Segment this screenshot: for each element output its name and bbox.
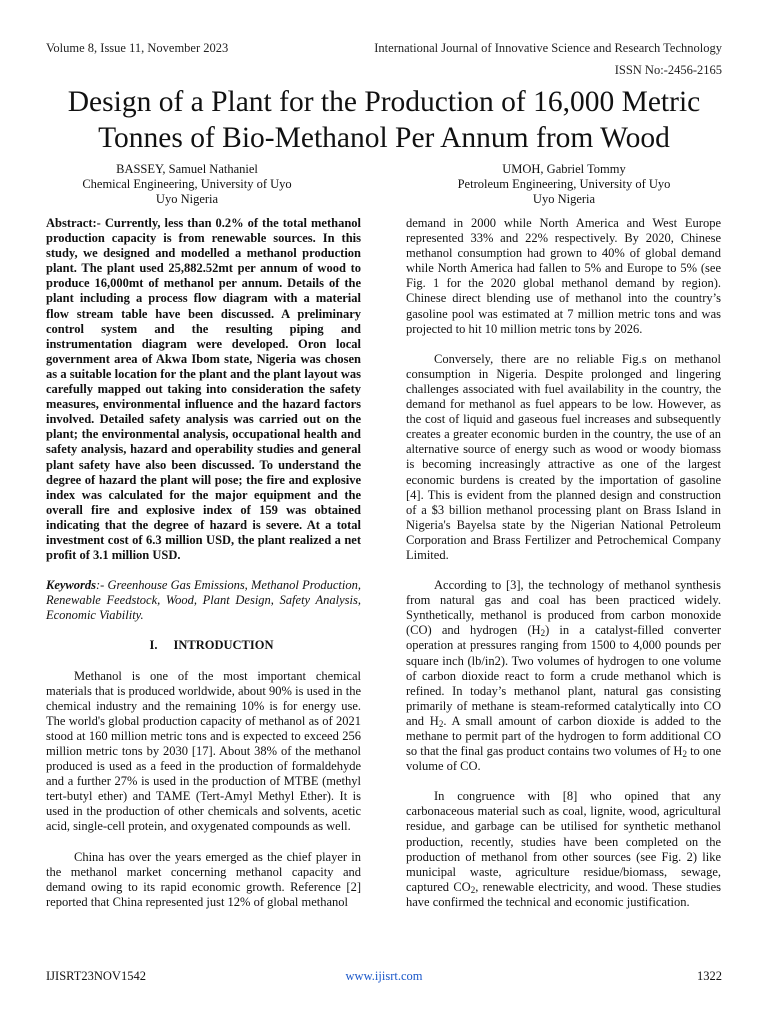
text-run: . A small amount of carbon dioxide is added to the methane to permit part of the hydrogen to form additional CO so that the final gas product contains two volumes of H (406, 713, 721, 759)
section-heading (46, 638, 361, 653)
text-run: According to [3], the technology of methanol synthesis from natural gas and coal has been practiced widely. Synthetically, methanol is produced from carbon monoxide (CO) and hydrogen (H (406, 578, 721, 638)
paragraph (406, 578, 721, 774)
author-name: BASSEY, Samuel Nathaniel (116, 162, 258, 176)
journal-link[interactable]: www.ijisrt.com (345, 969, 423, 983)
volume-info: Volume 8, Issue 11, November 2023 (46, 41, 229, 55)
author-location: Uyo Nigeria (532, 192, 596, 206)
section-number: I. (149, 638, 158, 653)
author-department: Chemical Engineering, University of Uyo (82, 177, 292, 191)
right-column (406, 216, 721, 925)
author-block-2 (424, 162, 704, 207)
text-run: ) in a catalyst-filled converter operation at pressures ranging from 1500 to 4,000 pounds per square inch (lb/in2). Two volumes of hydrogen to one volume of carbon dioxide react to form a crude methanol which is refined. In today’s methanol plant, natural gas consisting primarily of methane is steam-reformed catalytically into CO and H (406, 623, 721, 728)
keywords (46, 578, 361, 623)
journal-name: International Journal of Innovative Science and Research Technology (374, 41, 722, 55)
paper-title: Design of a Plant for the Production of 16,000 Metric Tonnes of Bio-Methanol Per Annum from Wood (67, 86, 701, 154)
author-block-1 (47, 162, 327, 207)
paragraph (406, 789, 721, 910)
subscript: 2 (470, 884, 476, 895)
subscript: 2 (682, 749, 687, 760)
section-title: INTRODUCTION (173, 638, 274, 653)
abstract-text: Currently, less than 0.2% of the total methanol production capacity is from renewable sources. In this study, we designed and modelled a methanol production plant. The plant used 25,882.52mt per annum of wood to produce 16,000mt of methanol per annum. Details of the plant including a process flow diagram with a material flow stream table have been discussed. A preliminary control system and the resulting piping and instrumentation diagram were developed. Oron local government area of Akwa Ibom state, Nigeria was chosen as a suitable location for the plant and the plant layout was carefully mapped out taking into consideration the safety measures, environmental influence and the hazard factors involved. Detailed safety analysis was carried out on the plant; the environmental analysis, occupational health and safety analysis, hazard and operability studies and general plant safety have also been discussed. To understand the degree of hazard the plant will pose; the fire and explosive index was calculated for the major equipment and the overall fire and explosive index of 159 was obtained indicating that the degree of hazard is severe. At a total investment cost of 6.3 million USD, the plant realized a net profit of 3.1 million USD. (46, 216, 361, 563)
author-department: Petroleum Engineering, University of Uyo (457, 177, 671, 191)
text-run: to one volume of CO. (406, 744, 721, 774)
text-run: In congruence with [8] who opined that any carbonaceous material such as coal, lignite, wood, agricultural residue, and garbage can be utilised for synthetic methanol production, recently, studies have been completed on the production of methanol from other sources (see Fig. 2) like municipal waste, agriculture residue/biomass, sewage, captured CO (406, 789, 721, 894)
left-column (46, 216, 361, 910)
paragraph: Methanol is one of the most important chemical materials that is produced worldwide, about 90% is used in the chemical industry and the remaining 10% is for energy use. The world's global production capacity of methanol as of 2021 stood at 160 million metric tons and is expected to exceed 256 million metric tons by 2030 [17]. About 38% of the methanol produced is used as a feed in the production of formaldehyde and a further 27% is used in the production of MTBE (methyl tert-butyl ether) and TAME (Tert-Amyl Methyl Ether). It is used in the production of other chemicals and solvents, acetic acid, single-cell protein, and oxygenated compounds as well. (46, 668, 361, 834)
subscript: 2 (540, 628, 546, 639)
article-id: IJISRT23NOV1542 (46, 969, 146, 983)
paragraph-continued: demand in 2000 while North America and West Europe represented 33% and 22% respectively. By 2020, Chinese methanol consumption had grown to 40% of global demand while North America had fallen to 5% and Europe to 5% (see Fig. 1 for the 2020 global methanol demand by region). Chinese direct blending use of methanol into the country’s gasoline pool was estimated at 7 million metric tons and was projected to hit 10 million metric tons by 2026. (406, 216, 721, 336)
issn: ISSN No:-2456-2165 (614, 63, 722, 77)
keywords-label: Keywords (46, 578, 96, 593)
author-location: Uyo Nigeria (155, 192, 219, 206)
author-name: UMOH, Gabriel Tommy (502, 162, 626, 176)
abstract-label: Abstract:- (46, 216, 101, 230)
subscript: 2 (438, 718, 444, 729)
keywords-text: Greenhouse Gas Emissions, Methanol Production, Renewable Feedstock, Wood, Plant Design, Safety Analysis, Economic Viability. (46, 578, 361, 623)
text-run: , renewable electricity, and wood. These studies have confirmed the technical and economic justification. (406, 879, 721, 909)
keywords-separator: :- (96, 578, 105, 593)
paragraph: China has over the years emerged as the chief player in the methanol market concerning methanol capacity and demand owing to its rapid economic growth. Reference [2] reported that China represented just 12% of global methanol (46, 849, 361, 909)
abstract (46, 216, 361, 563)
page-number: 1322 (697, 969, 722, 983)
paragraph: Conversely, there are no reliable Fig.s on methanol consumption in Nigeria. Despite prolonged and lingering challenges associated with fuel availability in the country, the demand for methanol as fuel appears to be low. However, as the cost of liquid and gaseous fuel increases and subsequently creates a greater economic burden in the country, the use of an alternative source of energy such as wood or woody biomass is becoming increasingly attractive as one of the largest economic burdens is created by the importation of gasoline [4]. This is evident from the planned design and construction of a $3 billion methanol processing plant on Brass Island in Nigeria's Bayelsa state by the Nigerian National Petroleum Corporation and Brass Fertilizer and Petrochemical Company Limited. (406, 351, 721, 562)
